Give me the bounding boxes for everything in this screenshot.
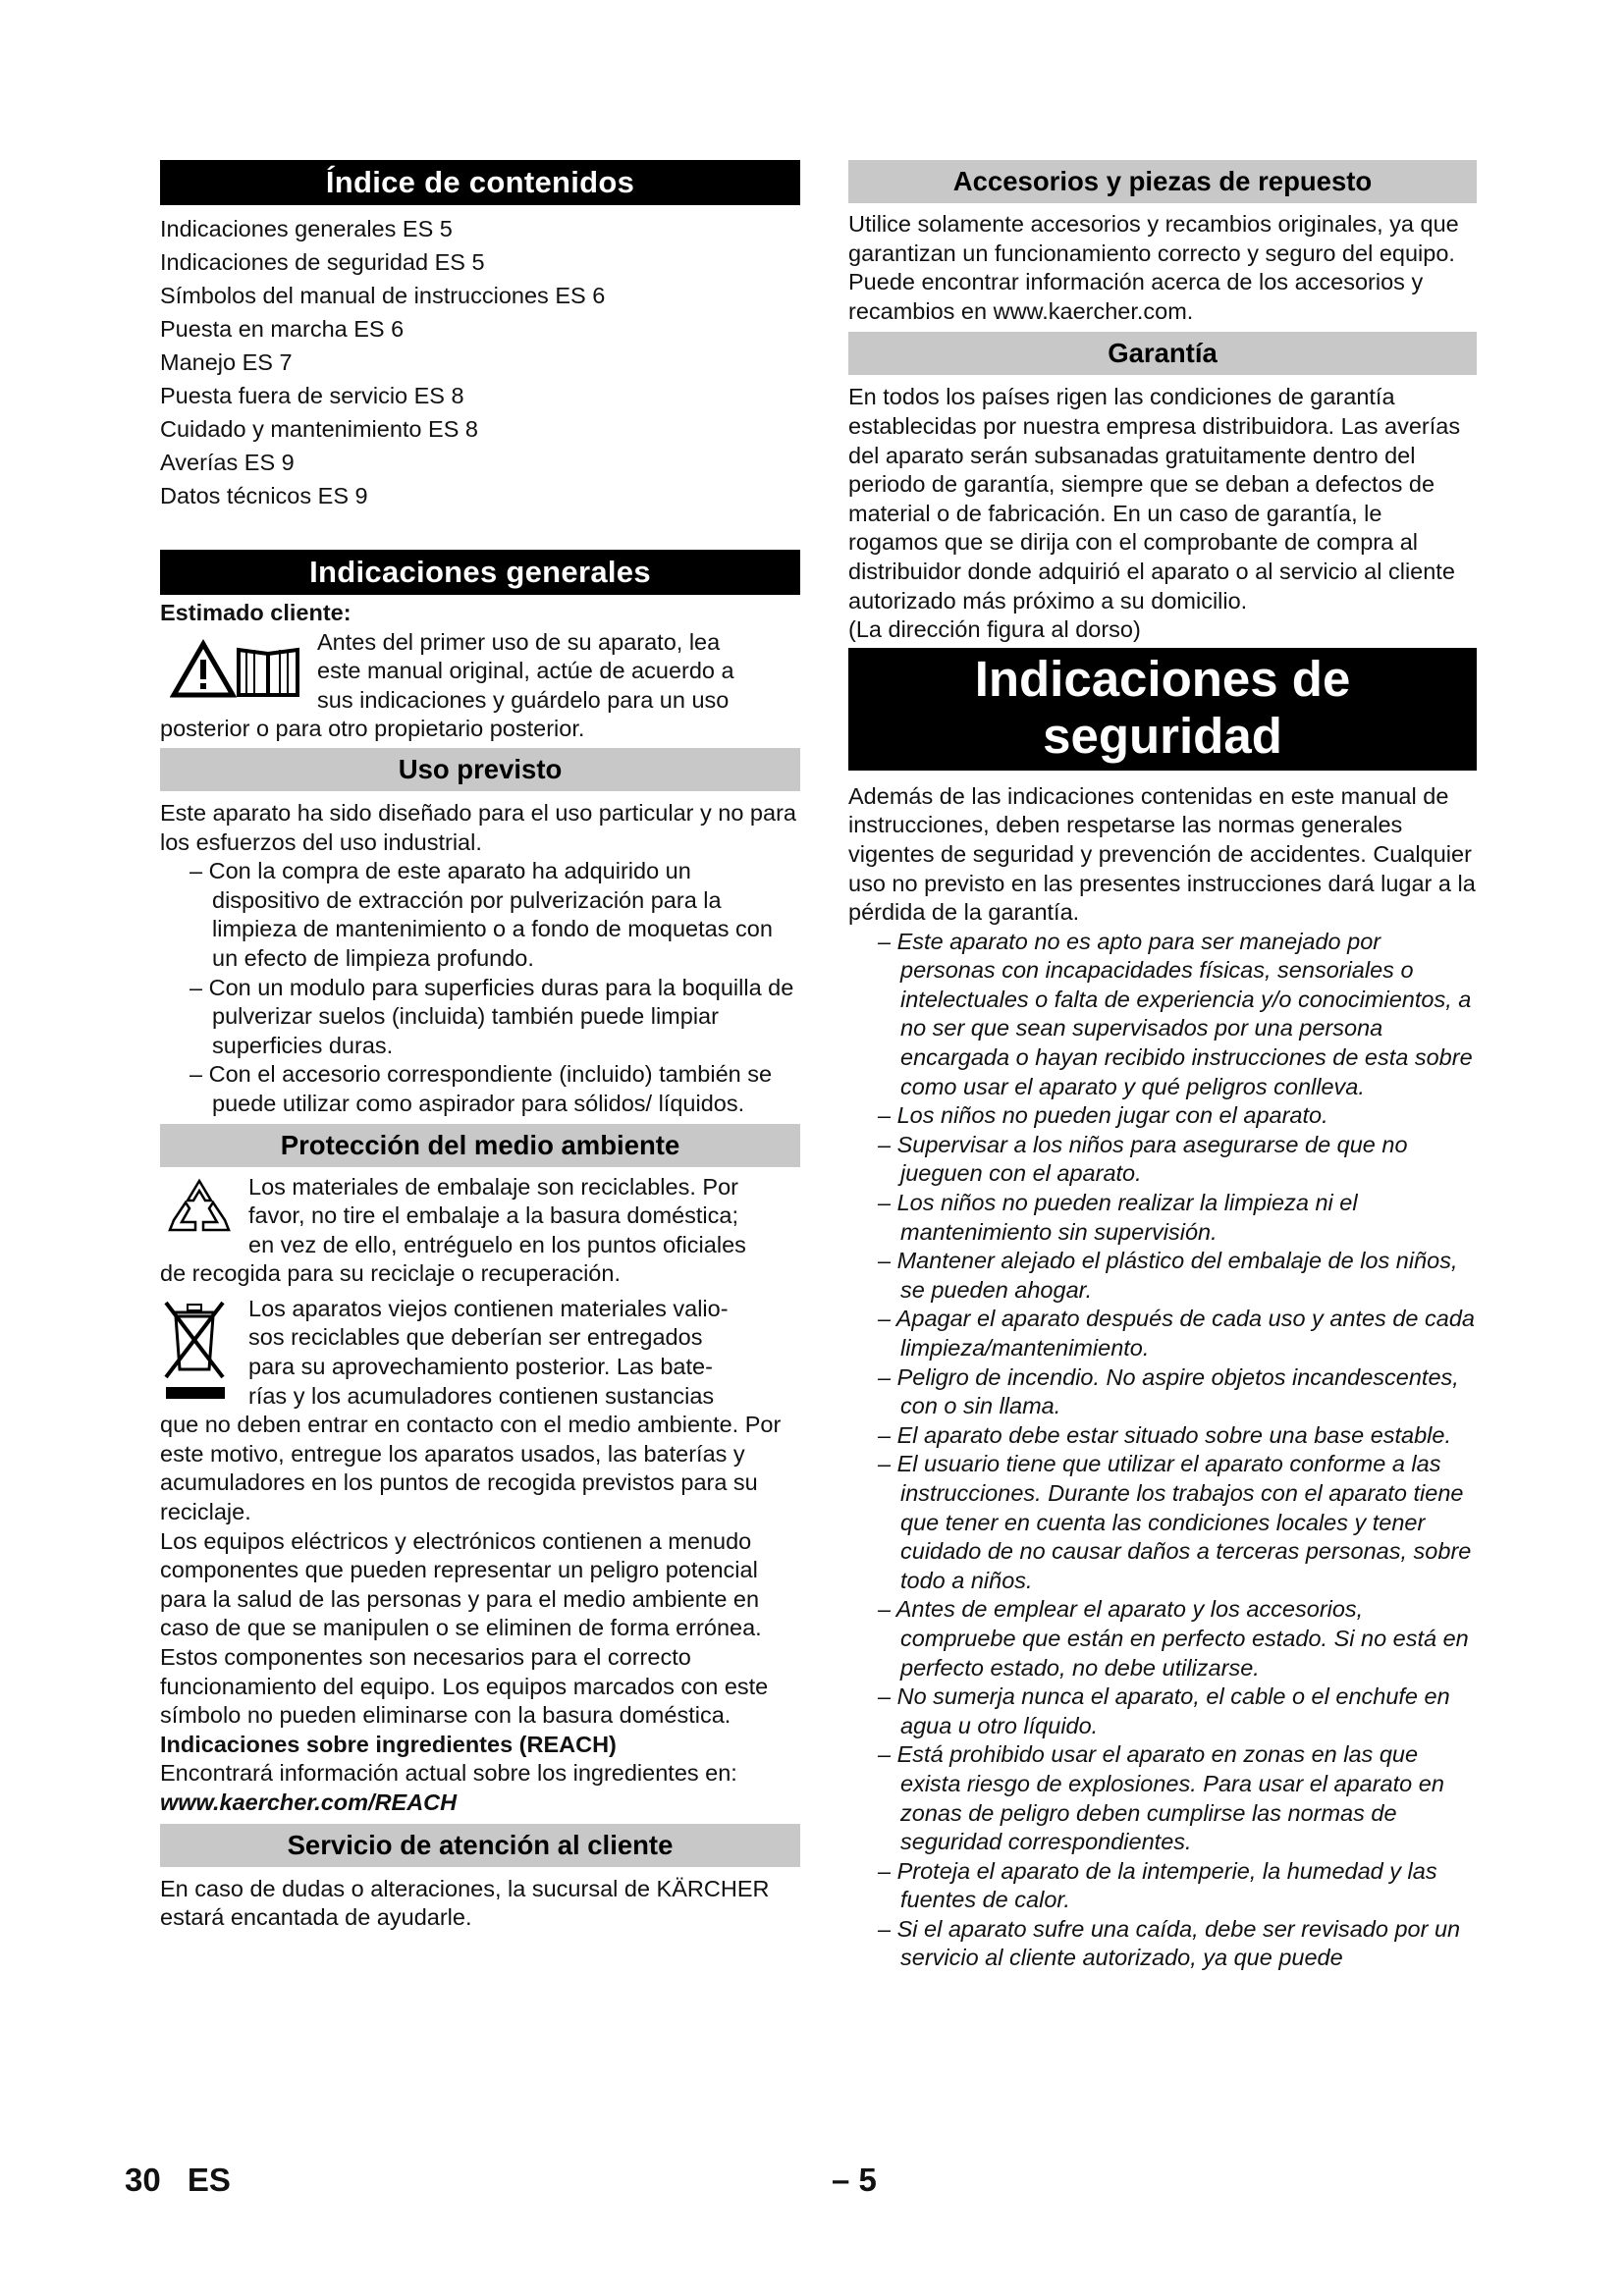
crossed-bin-icon <box>160 1295 248 1411</box>
warning-manual-icon <box>160 628 317 715</box>
recycle-icon <box>160 1173 248 1259</box>
reach-text: Encontrará información actual sobre los ingredientes en: <box>160 1760 737 1787</box>
use-item: – Con el accesorio correspondiente (incluido) también se puede utilizar como aspirador para sólidos/ líquidos. <box>189 1061 773 1116</box>
use-text: Este aparato ha sido diseñado para el uso particular y no para los esfuerzos del uso industrial. <box>160 799 796 855</box>
toc-heading: Índice de contenidos <box>160 160 800 205</box>
right-column <box>848 160 1477 1973</box>
service-text: En caso de dudas o alteraciones, la sucursal de KÄRCHER estará encantada de ayudarle. <box>160 1875 770 1931</box>
recycle-text-tail: de recogida para su reciclaje o recuperación. <box>160 1260 621 1287</box>
intro-text-line: este manual original, actúe de acuerdo a <box>317 658 734 684</box>
use-item: – Con un modulo para superficies duras para la boquilla de pulverizar suelos (incluida) también puede limpiar superficies duras. <box>189 974 794 1058</box>
toc-item[interactable]: Símbolos del manual de instrucciones ES 6 <box>160 283 606 308</box>
toc-item[interactable]: Cuidado y mantenimiento ES 8 <box>160 416 478 442</box>
language-code: ES <box>187 2162 231 2198</box>
weee-block <box>160 1295 800 1411</box>
recycle-text-line: en vez de ello, entréguelo en los puntos oficiales <box>248 1231 746 1257</box>
service-heading: Servicio de atención al cliente <box>160 1824 800 1867</box>
weee-text-tail: que no deben entrar en contacto con el medio ambiente. Por este motivo, entregue los aparatos usados, las baterías y acumuladores en los puntos de recogida previstos para su reciclaje. <box>160 1412 782 1525</box>
accessories-heading: Accesorios y piezas de repuesto <box>848 160 1477 203</box>
toc-item[interactable]: Manejo ES 7 <box>160 349 293 375</box>
safety-heading <box>848 648 1477 771</box>
safety-heading-line: seguridad <box>1043 707 1282 764</box>
intro-text-line: sus indicaciones y guárdelo para un uso <box>317 686 730 713</box>
electric-text: Los equipos eléctricos y electrónicos contienen a menudo componentes que pueden representar un peligro potencial para la salud de las personas y para el medio ambiente en caso de que se manipulen o se eliminen de forma errónea. Estos componentes son necesarios para el correcto funcionamiento del equipo. Los equipos marcados con este símbolo no pueden eliminarse con la basura doméstica. <box>160 1527 769 1729</box>
toc-list <box>160 212 800 512</box>
safety-item: – Los niños no pueden realizar la limpieza ni el mantenimiento sin supervisión. <box>878 1190 1358 1245</box>
environment-heading: Protección del medio ambiente <box>160 1124 800 1167</box>
toc-item[interactable]: Puesta fuera de servicio ES 8 <box>160 383 464 408</box>
use-item: – Con la compra de este aparato ha adquirido un dispositivo de extracción por pulverización para la limpieza de mantenimiento o a fondo de moquetas con un efecto de limpieza profundo. <box>189 858 773 971</box>
left-column <box>160 160 800 1933</box>
page-number-left: 30 <box>125 2162 161 2198</box>
safety-item: – Apagar el aparato después de cada uso y antes de cada limpieza/mantenimiento. <box>878 1306 1475 1361</box>
safety-item: – Peligro de incendio. No aspire objetos incandescentes, con o sin llama. <box>878 1363 1459 1419</box>
warranty-text: En todos los países rigen las condiciones de garantía establecidas por nuestra empresa distribuidora. Las averías del aparato serán subsanadas gratuitamente dentro del periodo de garantía, siempre que se deban a defectos de material o de fabricación. En un caso de garantía, le rogamos que se dirija con el comprobante de compra al distribuidor donde adquirió el aparato o al servicio al cliente autorizado más próximo a su domicilio. <box>848 384 1461 614</box>
safety-item: – Mantener alejado el plástico del embalaje de los niños, se pueden ahogar. <box>878 1248 1458 1303</box>
general-heading: Indicaciones generales <box>160 550 800 595</box>
toc-item[interactable]: Puesta en marcha ES 6 <box>160 316 405 342</box>
safety-item: – Está prohibido usar el aparato en zonas en las que exista riesgo de explosiones. Para usar el aparato en zonas de peligro deben cumplirse las normas de seguridad correspondientes. <box>878 1741 1444 1855</box>
warranty-heading: Garantía <box>848 332 1477 375</box>
footer-page-center: – 5 <box>832 2162 877 2198</box>
safety-intro: Además de las indicaciones contenidas en este manual de instrucciones, deben respetarse las normas generales vigentes de seguridad y prevención de accidentes. Cualquier uso no previsto en las presentes instrucciones dará lugar a la pérdida de la garantía. <box>848 782 1476 926</box>
safety-item: – No sumerja nunca el aparato, el cable o el enchufe en agua u otro líquido. <box>878 1683 1450 1738</box>
safety-item: – Antes de emplear el aparato y los accesorios, compruebe que están en perfecto estado. Si no está en perfecto estado, no debe utilizarse. <box>878 1596 1469 1681</box>
recycle-block <box>160 1173 800 1260</box>
footer-page-number <box>125 2162 231 2199</box>
safety-heading-line: Indicaciones de <box>974 650 1351 707</box>
reach-heading: Indicaciones sobre ingredientes (REACH) <box>160 1731 617 1757</box>
accessories-text: Puede encontrar información acerca de los accesorios y recambios en www.kaercher.com. <box>848 269 1424 324</box>
use-heading: Uso previsto <box>160 748 800 791</box>
safety-item: – Supervisar a los niños para asegurarse de que no jueguen con el aparato. <box>878 1131 1408 1187</box>
toc-item[interactable]: Averías ES 9 <box>160 450 295 475</box>
weee-text-line: sos reciclables que deberían ser entregados <box>248 1324 703 1351</box>
intro-block <box>160 628 800 716</box>
safety-item: – Este aparato no es apto para ser manejado por personas con incapacidades físicas, sensoriales o intelectuales o falta de experiencia y/o conocimientos, a no ser que sean supervisados por una persona encargada o hayan recibido instrucciones de esta sobre como usar el aparato y qué peligros conlleva. <box>878 928 1473 1099</box>
safety-item: – El usuario tiene que utilizar el aparato conforme a las instrucciones. Durante los trabajos con el aparato tiene que tener en cuenta las condiciones locales y tener cuidado de no causar daños a terceras personas, sobre todo a niños. <box>878 1451 1472 1593</box>
safety-item: – El aparato debe estar situado sobre una base estable. <box>878 1421 1451 1448</box>
greeting: Estimado cliente: <box>160 600 352 625</box>
intro-text-tail: posterior o para otro propietario posterior. <box>160 716 585 742</box>
weee-text-line: para su aprovechamiento posterior. Las bate- <box>248 1354 713 1380</box>
safety-item: – Los niños no pueden jugar con el aparato. <box>878 1102 1328 1129</box>
recycle-text-line: Los materiales de embalaje son reciclables. Por <box>248 1173 738 1200</box>
intro-text-line: Antes del primer uso de su aparato, lea <box>317 628 721 655</box>
safety-item: – Proteja el aparato de la intemperie, la humedad y las fuentes de calor. <box>878 1857 1437 1913</box>
weee-text-line: Los aparatos viejos contienen materiales valio- <box>248 1295 729 1321</box>
toc-item[interactable]: Indicaciones generales ES 5 <box>160 216 453 241</box>
toc-item[interactable]: Datos técnicos ES 9 <box>160 483 368 508</box>
safety-item: – Si el aparato sufre una caída, debe ser revisado por un servicio al cliente autorizado, ya que puede <box>878 1915 1461 1971</box>
reach-link[interactable]: www.kaercher.com/REACH <box>160 1789 458 1815</box>
toc-item[interactable]: Indicaciones de seguridad ES 5 <box>160 249 485 275</box>
accessories-text: Utilice solamente accesorios y recambios originales, ya que garantizan un funcionamiento correcto y seguro del equipo. <box>848 211 1459 266</box>
warranty-address: (La dirección figura al dorso) <box>848 616 1141 643</box>
recycle-text-line: favor, no tire el embalaje a la basura doméstica; <box>248 1202 738 1229</box>
weee-text-line: rías y los acumuladores contienen sustancias <box>248 1382 715 1409</box>
